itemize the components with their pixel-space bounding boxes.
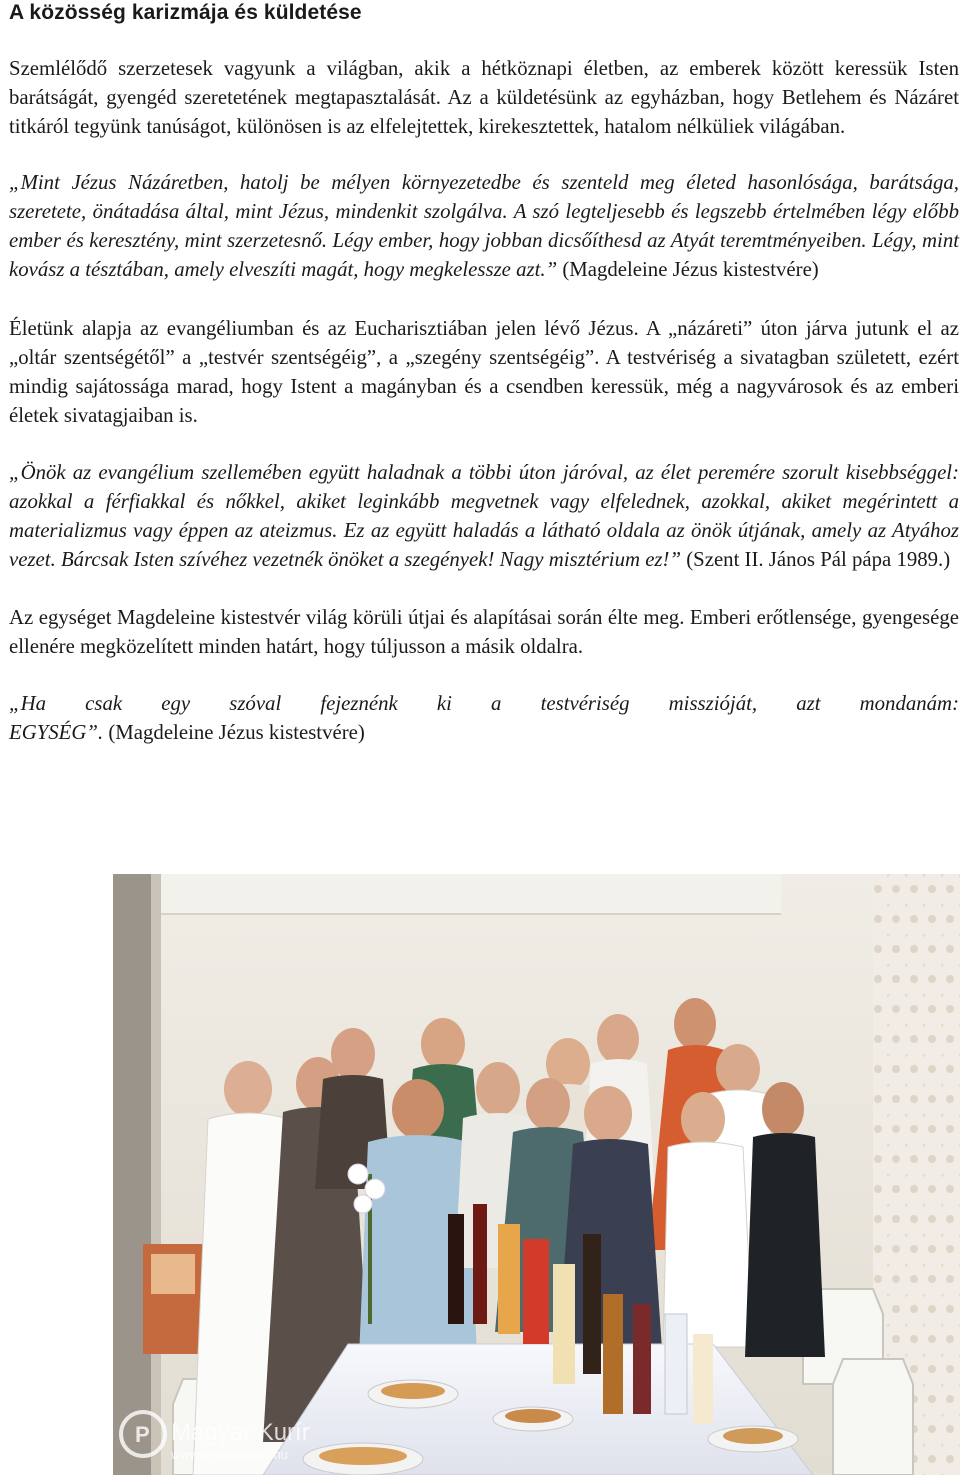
paragraph-foundation: Életünk alapja az evangéliumban és az Eucharisztiában jelen lévő Jézus. A „názáreti” úton járva jutunk el az „oltár szentségétől” a „testvér szentségéig”, a „szegény szentségéig”. A testvériség a sivatagban született, ezért mindig sajátossága marad, hogy Istent a magányban és a csendben keressük, még a nagyvárosok és az emberi életek sivatagjaiban is. xyxy=(9,317,959,427)
quote-text-word: EGYSÉG”. xyxy=(9,721,104,744)
paragraph-unity: Az egységet Magdeleine kistestvér világ körüli útjai és alapításai során élte meg. Emberi erőtlensége, gyengesége ellenére megközelített minden határt, hogy túljusson a másik oldalra. xyxy=(9,606,959,658)
quote-source: (Magdeleine Jézus kistestvére) xyxy=(557,258,819,281)
document-page xyxy=(9,0,959,747)
paragraph-quote-unity-line2 xyxy=(9,718,959,747)
page-title: A közösség karizmája és küldetése xyxy=(9,1,362,24)
paragraph-quote-magdeleine xyxy=(9,168,959,284)
quote-text: „Mint Jézus Názáretben, hatolj be mélyen környezetedbe és szenteld meg életed hasonlósága, barátsága, szeretete, önátadása által, mint Jézus, mindenkit szolgálva. A szó legteljesebb és legszebb értelmében légy előbb ember és keresztény, mint szerzetesnő. Légy ember, hogy jobban dicsőíthesd az Atyát teremtményeiben. Légy, mint kovász a tésztában, amely elveszíti magát, hogy megkelessze azt.” xyxy=(9,171,959,281)
paragraph-quote-pope xyxy=(9,458,959,574)
photo-door-edge xyxy=(113,874,151,1475)
quote-source: (Szent II. János Pál pápa 1989.) xyxy=(681,548,951,571)
quote-text: „Önök az evangélium szellemében együtt haladnak a többi úton járóval, az élet peremére szorult kisebbséggel: azokkal a férfiakkal és nőkkel, akiket leginkább megvetnek vagy elfelednek, azokkal, akiket megérintett a materializmus vagy éppen az ateizmus. Ez az együtt haladás a látható oldala az önök útjának, amely az Atyához vezet. Bárcsak Isten szívéhez vezetnék önöket a szegények! Nagy misztérium ez!” xyxy=(9,461,959,571)
quote-text: „Ha csak egy szóval fejeznénk ki a testvériség misszióját, azt mondanám: xyxy=(9,692,959,715)
quote-source: (Magdeleine Jézus kistestvére) xyxy=(103,721,365,744)
paragraph-charism: Szemlélődő szerzetesek vagyunk a világban, akik a hétköznapi életben, az emberek között keressük Isten barátságát, gyengéd szeretetének megtapasztalását. Az a küldetésünk az egyházban, hogy Betlehem és Názáret titkáról tegyünk tanúságot, különösen is az elfelejtettek, kirekesztettek, hatalom nélküliek világában. xyxy=(9,57,959,138)
watermark-name: Magyar Kurír xyxy=(171,1419,310,1446)
paragraph-quote-unity-line1 xyxy=(9,689,959,718)
watermark-url: www.magyarkurir.hu xyxy=(171,1447,289,1462)
svg-text:P: P xyxy=(135,1422,150,1447)
group-photo xyxy=(113,874,960,1475)
